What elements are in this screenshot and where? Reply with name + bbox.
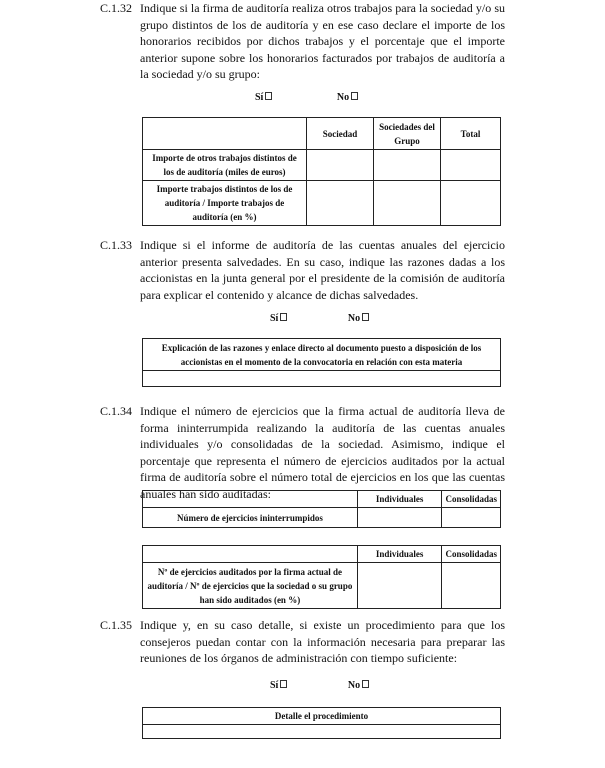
question-c134 [100,403,505,503]
question-c133 [100,237,505,303]
col-header: Sociedades del Grupo [374,118,441,150]
question-c132 [100,0,505,83]
table-cell[interactable] [143,725,501,739]
col-header: Sociedad [307,118,374,150]
table-c132 [142,117,501,226]
table-cell[interactable] [143,371,501,387]
checkbox-icon[interactable] [362,313,369,321]
checkbox-icon[interactable] [265,92,272,100]
question-number: C.1.32 [100,1,133,15]
col-header: Total [441,118,501,150]
row-header: Nº de ejercicios auditados por la firma actual de auditoría / Nº de ejercicios que la sociedad o su grupo han sido auditados (en %) [143,563,358,609]
question-text: Indique si la firma de auditoría realiza otros trabajos para la sociedad y/o su grupo distintos de los de auditoría y en ese caso declare el importe de los honorarios recibidos por dichos trabajos y el porcentaje que el importe anterior supone sobre los honorarios facturados por trabajos de auditoría a la sociedad y/o su grupo: [140,1,505,82]
checkbox-icon[interactable] [280,680,287,688]
row-header: Importe de otros trabajos distintos de los de auditoría (miles de euros) [143,150,307,181]
table-header: Explicación de las razones y enlace directo al documento puesto a disposición de los accionistas en el momento de la convocatoria en relación con esta materia [143,339,501,371]
no-option[interactable]: No [348,680,369,691]
table-cell[interactable] [357,563,442,609]
no-option[interactable]: No [348,313,369,324]
checkbox-icon[interactable] [362,680,369,688]
row-header: Importe trabajos distintos de los de auditoría / Importe trabajos de auditoría (en %) [143,181,307,226]
col-header: Individuales [357,491,442,508]
table-cell[interactable] [442,508,501,528]
col-header: Individuales [357,546,442,563]
question-text: Indique y, en su caso detalle, si existe un procedimiento para que los consejeros puedan contar con la información necesaria para preparar las reuniones de los órganos de administración con tiempo suficiente: [140,618,505,666]
checkbox-icon[interactable] [351,92,358,100]
table-c133 [142,338,501,387]
yes-option[interactable]: Sí [270,313,287,324]
table-c134-a [142,490,501,528]
table-cell[interactable] [374,181,441,226]
table-header: Detalle el procedimiento [143,708,501,725]
table-cell[interactable] [441,181,501,226]
question-number: C.1.34 [100,404,133,418]
yes-option[interactable]: Sí [255,92,272,103]
no-option[interactable]: No [337,92,358,103]
table-cell[interactable] [374,150,441,181]
table-cell[interactable] [357,508,442,528]
question-text: Indique si el informe de auditoría de las cuentas anuales del ejercicio anterior presenta salvedades. En su caso, indique las razones dadas a los accionistas en la junta general por el presidente de la comisión de auditoría para explicar el contenido y alcance de dichas salvedades. [140,238,505,302]
table-cell[interactable] [442,563,501,609]
question-c135 [100,617,505,667]
yes-no-c132 [255,92,358,103]
table-c134-b [142,545,501,609]
col-header: Consolidadas [442,491,501,508]
yes-no-c133 [270,313,369,324]
table-cell[interactable] [441,150,501,181]
question-number: C.1.35 [100,618,133,632]
checkbox-icon[interactable] [280,313,287,321]
table-c135 [142,707,501,739]
col-header: Consolidadas [442,546,501,563]
yes-option[interactable]: Sí [270,680,287,691]
table-cell[interactable] [307,150,374,181]
question-number: C.1.33 [100,238,133,252]
question-text: Indique el número de ejercicios que la firma actual de auditoría lleva de forma ininterrumpida realizando la auditoría de las cuentas anuales individuales y/o consolidadas de la sociedad. Asimismo, indique el porcentaje que representa el número de ejercicios auditados por la actual firma de auditoría sobre el número total de ejercicios en los que las cuentas anuales han sido auditadas: [140,404,505,501]
row-header: Número de ejercicios ininterrumpidos [143,508,358,528]
yes-no-c135 [270,680,369,691]
table-cell[interactable] [307,181,374,226]
